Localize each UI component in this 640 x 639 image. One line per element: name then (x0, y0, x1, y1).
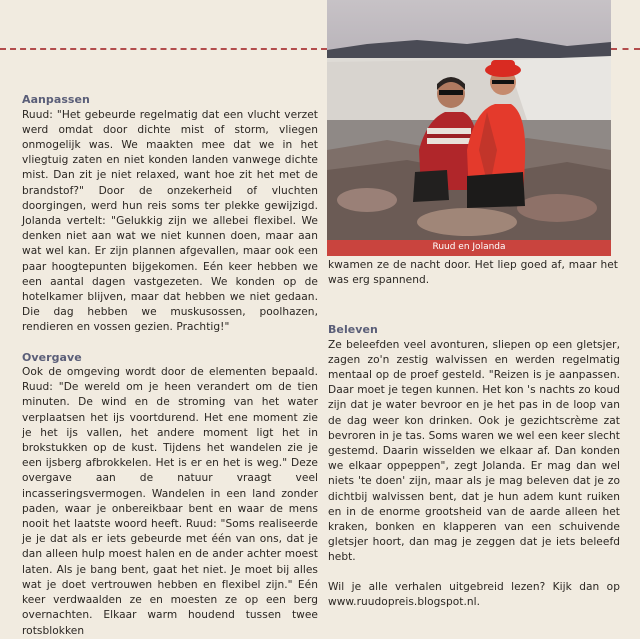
paragraph-overgave: Ook de omgeving wordt door de elementen bepaald. Ruud: "De wereld om je heen verandert om de tien minuten. De wind en de stroming van het water verplaatsen het ijs voortdurend. Het ene moment zie je het ijs vallen, het andere moment ligt het in brokstukken op de kust. Tijdens het wandelen zie je een ijsberg afbrokkelen. Het is er en het is weg." Deze overgave aan de natuur vraagt veel incasseringsvermogen. Wandelen in een land zonder paden, waar je onbereikbaar bent en waar de mens nooit het laatste woord heeft. Ruud: "Soms realiseerde je je dat als er iets gebeurde met één van ons, dat je dan alleen hulp moest halen en de ander achter moest laten. Als je bang bent, gaat het niet. Je moet bij alles wat je doet vertrouwen hebben en flexibel zijn." Eén keer verdwaalden ze en moesten ze op een berg overnachten. Elkaar warm houdend tussen twee rotsblokken (22, 366, 318, 637)
left-column (22, 92, 318, 639)
heading-beleven: Beleven (328, 323, 378, 336)
heading-aanpassen: Aanpassen (22, 93, 90, 106)
decorative-dashed-line-right (611, 48, 640, 50)
right-column (328, 322, 620, 610)
heading-overgave: Overgave (22, 350, 82, 364)
decorative-dashed-line-left (0, 48, 327, 50)
photo-illustration (327, 0, 611, 240)
paragraph-beleven: Ze beleefden veel avonturen, sliepen op een gletsjer, zagen zo'n zestig walvissen en werden regelmatig mentaal op de proef gesteld. "Reizen is je aanpassen. Daar moet je tegen kunnen. Het kon 's nachts zo koud zijn dat je water bevroor en je het pas in de loop van de dag weer kon drinken. Ook je gezichtscrème zat bevroren in je tas. Soms waren we wel een keer slecht gestemd. Daarin wisselden we elkaar af. Dan konden we elkaar oppeppen", zegt Jolanda. Er mag dan wel niets 'te doen' zijn, maar als je mag beleven dat je zo dichtbij walvissen bent, dat je hun adem kunt ruiken en in de enorme grootsheid van de aarde alleen het kraken, bonken en klapperen van een schuivende gletsjer hoort, dan mag je zeggen dat je iets beleefd hebt. (328, 338, 620, 564)
continuation-text (328, 258, 618, 288)
paragraph-continuation: kwamen ze de nacht door. Het liep goed af, maar het was erg spannend. (328, 259, 618, 287)
photo-caption: Ruud en Jolanda (432, 242, 506, 252)
paragraph-closing: Wil je alle verhalen uitgebreid lezen? Kijk dan op www.ruudopreis.blogspot.nl. (328, 580, 620, 608)
paragraph-aanpassen: Ruud: "Het gebeurde regelmatig dat een vlucht verzet werd omdat door dichte mist of storm, vliegen onmogelijk was. We maakten mee dat we in het vliegtuig zaten en niet konden landen vanwege dichte mist. Dan zit je niet relaxed, want hoe zit het met de brandstof?" Door de onzekerheid of vluchten doorgingen, werd hun reis soms ter plekke gewijzigd. Jolanda vertelt: "Gelukkig zijn we allebei flexibel. We denken niet aan wat we niet kunnen doen, maar aan wat wel kan. Er zijn plannen afgevallen, maar ook een paar hoogtepunten bijgekomen. Eén keer hebben we een aantal dagen vastgezeten. We konden op de hotelkamer blijven, maar dat hebben we niet gedaan. Die dag hebben we muskusossen, poolhazen, rendieren en vossen gezien. Prachtig!" (22, 108, 318, 334)
travel-photo (327, 0, 611, 256)
